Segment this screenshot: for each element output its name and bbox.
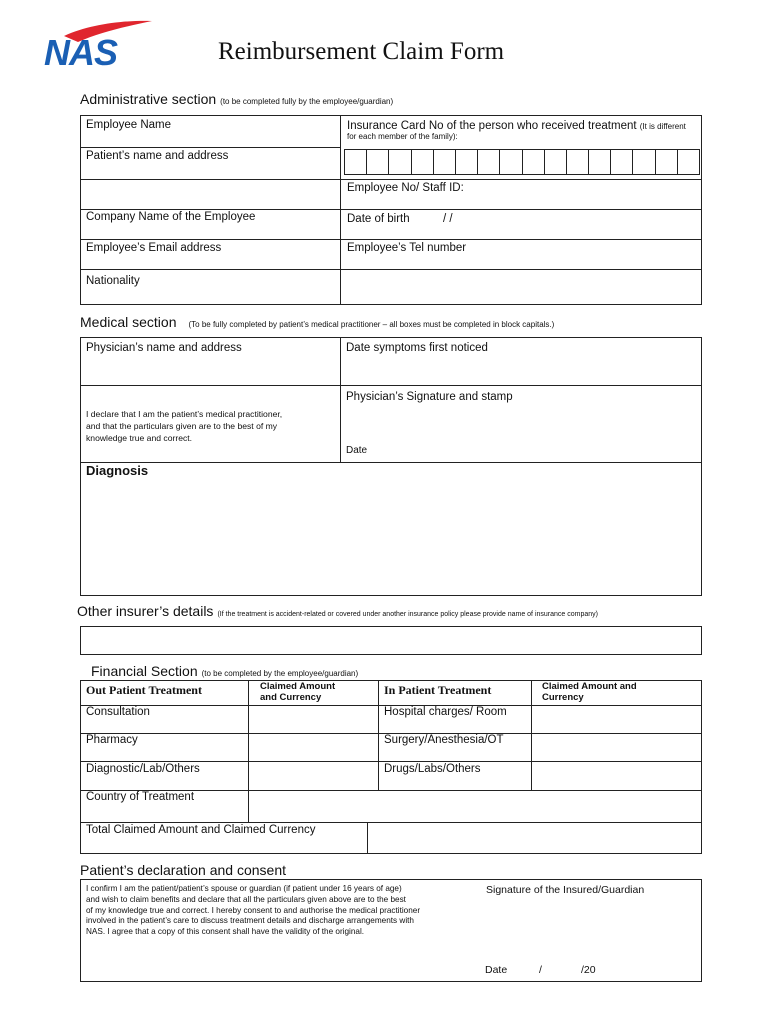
employee-no-label: Employee No/ Staff ID:: [347, 182, 464, 194]
physician-signature-label: Physician’s Signature and stamp: [346, 391, 513, 403]
physician-name-label: Physician’s name and address: [86, 342, 242, 354]
employee-name-label: Employee Name: [86, 119, 172, 131]
patient-name-label: Patient’s name and address: [86, 150, 229, 162]
out-patient-header: Out Patient Treatment: [86, 683, 202, 697]
consent-date-label: Date: [485, 964, 508, 976]
consent-heading: Patient’s declaration and consent: [80, 862, 286, 878]
diagnostic-label: Diagnostic/Lab/Others: [86, 763, 200, 775]
in-patient-header: In Patient Treatment: [384, 683, 492, 697]
nationality-label: Nationality: [86, 275, 140, 287]
claimed-amount-in-header: Claimed Amount and Currency: [542, 681, 637, 703]
nas-logo: [40, 18, 158, 76]
admin-table: [80, 115, 702, 305]
logo-text: NAS: [44, 32, 118, 73]
medical-table: [80, 337, 702, 596]
other-insurer-heading: Other insurer’s details (If the treatment is accident-related or covered under another insurance policy please provide name of insurance company): [77, 603, 598, 619]
diagnosis-label: Diagnosis: [86, 463, 149, 478]
medical-date-label: Date: [346, 445, 368, 456]
dob-label: Date of birth: [347, 213, 410, 225]
consent-text: I confirm I am the patient/patient’s spouse or guardian (if patient under 16 years of age) and wish to claim benefits and declare that all the particulars given above are to the best of my knowledge true and correct. I hereby consent to and authorise the medical practitioner involved in the patient’s care to discuss treatment details and discharge arrangements with NAS. I agree that a copy of this consent shall have the validity of the original.: [86, 884, 421, 937]
page-title: Reimbursement Claim Form: [218, 38, 505, 65]
country-label: Country of Treatment: [86, 791, 195, 803]
admin-heading: Administrative section (to be completed fully by the employee/guardian): [80, 91, 394, 107]
surgery-label: Surgery/Anesthesia/OT: [384, 734, 504, 746]
other-insurer-field[interactable]: [80, 626, 702, 655]
date-symptoms-label: Date symptoms first noticed: [346, 342, 488, 354]
drugs-label: Drugs/Labs/Others: [384, 763, 481, 775]
financial-heading: Financial Section (to be completed by the employee/guardian): [91, 663, 359, 679]
company-name-label: Company Name of the Employee: [86, 211, 256, 223]
pharmacy-label: Pharmacy: [86, 734, 138, 746]
consent-date-year: /20: [581, 964, 596, 976]
tel-label: Employee’s Tel number: [347, 242, 467, 254]
insurance-card-label: Insurance Card No of the person who received treatment (It is different: [347, 120, 686, 132]
dob-separators: / /: [443, 213, 453, 225]
insurance-card-digit-boxes[interactable]: [344, 149, 700, 175]
consent-date-sep: /: [539, 964, 542, 976]
medical-heading: Medical section (To be fully completed by patient’s medical practitioner – all boxes must be completed in block capitals.): [80, 314, 555, 330]
practitioner-declaration: I declare that I am the patient’s medical practitioner, and that the particulars given are to the best of my knowledge true and correct.: [86, 409, 283, 443]
insurance-card-note: for each member of the family):: [347, 132, 458, 141]
email-label: Employee’s Email address: [86, 242, 222, 254]
insured-signature-label: Signature of the Insured/Guardian: [486, 884, 645, 896]
hospital-label: Hospital charges/ Room: [384, 706, 507, 718]
claimed-amount-header: Claimed Amount and Currency: [260, 681, 336, 703]
consultation-label: Consultation: [86, 706, 150, 718]
total-label: Total Claimed Amount and Claimed Currency: [86, 824, 316, 836]
